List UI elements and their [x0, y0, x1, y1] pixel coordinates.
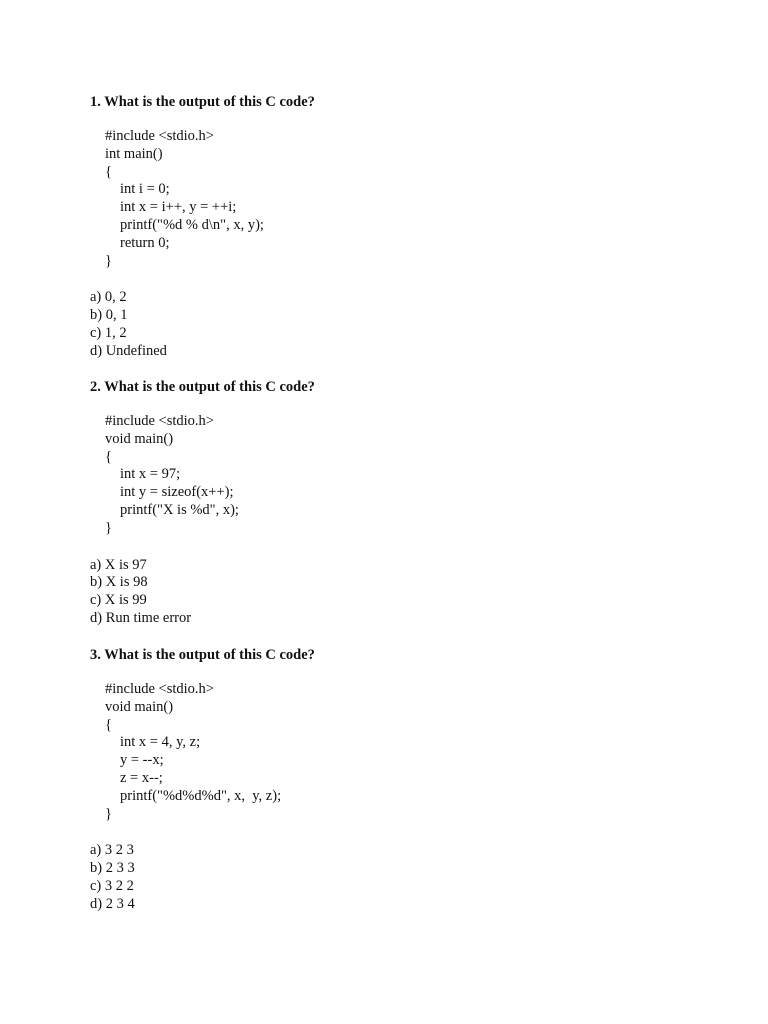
code-line: #include <stdio.h> — [105, 681, 214, 697]
code-line: return 0; — [120, 234, 170, 251]
code-block — [105, 128, 690, 270]
option-b: b) 0, 1 — [90, 307, 128, 324]
code-line: int main() — [105, 145, 163, 162]
answer-options — [90, 289, 690, 360]
code-line: } — [105, 805, 112, 822]
option-d: d) 2 3 4 — [90, 895, 135, 912]
code-line: #include <stdio.h> — [105, 413, 214, 429]
code-line: } — [105, 519, 112, 536]
question-title: 1. What is the output of this C code? — [90, 94, 315, 110]
code-block — [105, 413, 690, 538]
answer-options — [90, 557, 690, 628]
code-line: { — [105, 716, 112, 733]
code-line: { — [105, 163, 112, 180]
option-a: a) X is 97 — [90, 556, 147, 573]
code-line: z = x--; — [120, 769, 163, 786]
question-title: 2. What is the output of this C code? — [90, 379, 315, 395]
option-b: b) 2 3 3 — [90, 860, 135, 877]
code-line: #include <stdio.h> — [105, 128, 214, 144]
option-b: b) X is 98 — [90, 574, 148, 591]
code-line: int y = sizeof(x++); — [120, 484, 234, 501]
code-line: void main() — [105, 698, 174, 715]
option-d: d) Undefined — [90, 342, 167, 359]
option-c: c) X is 99 — [90, 592, 147, 609]
code-line: int x = 97; — [120, 466, 181, 483]
question-2 — [90, 378, 690, 628]
option-c: c) 3 2 2 — [90, 877, 134, 894]
code-line: y = --x; — [120, 752, 164, 769]
option-c: c) 1, 2 — [90, 324, 127, 341]
question-3 — [90, 646, 690, 914]
code-block — [105, 681, 690, 823]
code-line: printf("%d % d\n", x, y); — [120, 216, 264, 233]
question-title: 3. What is the output of this C code? — [90, 647, 315, 663]
code-line: int x = i++, y = ++i; — [120, 199, 237, 216]
code-line: void main() — [105, 430, 174, 447]
answer-options — [90, 842, 690, 913]
option-a: a) 3 2 3 — [90, 842, 134, 859]
code-line: int i = 0; — [120, 181, 170, 198]
code-line: printf("%d%d%d", x, y, z); — [120, 787, 282, 804]
option-a: a) 0, 2 — [90, 289, 127, 306]
code-line: } — [105, 252, 112, 269]
code-line: { — [105, 448, 112, 465]
code-line: printf("X is %d", x); — [120, 501, 239, 518]
question-1 — [90, 93, 690, 361]
code-line: int x = 4, y, z; — [120, 734, 201, 751]
option-d: d) Run time error — [90, 609, 192, 626]
